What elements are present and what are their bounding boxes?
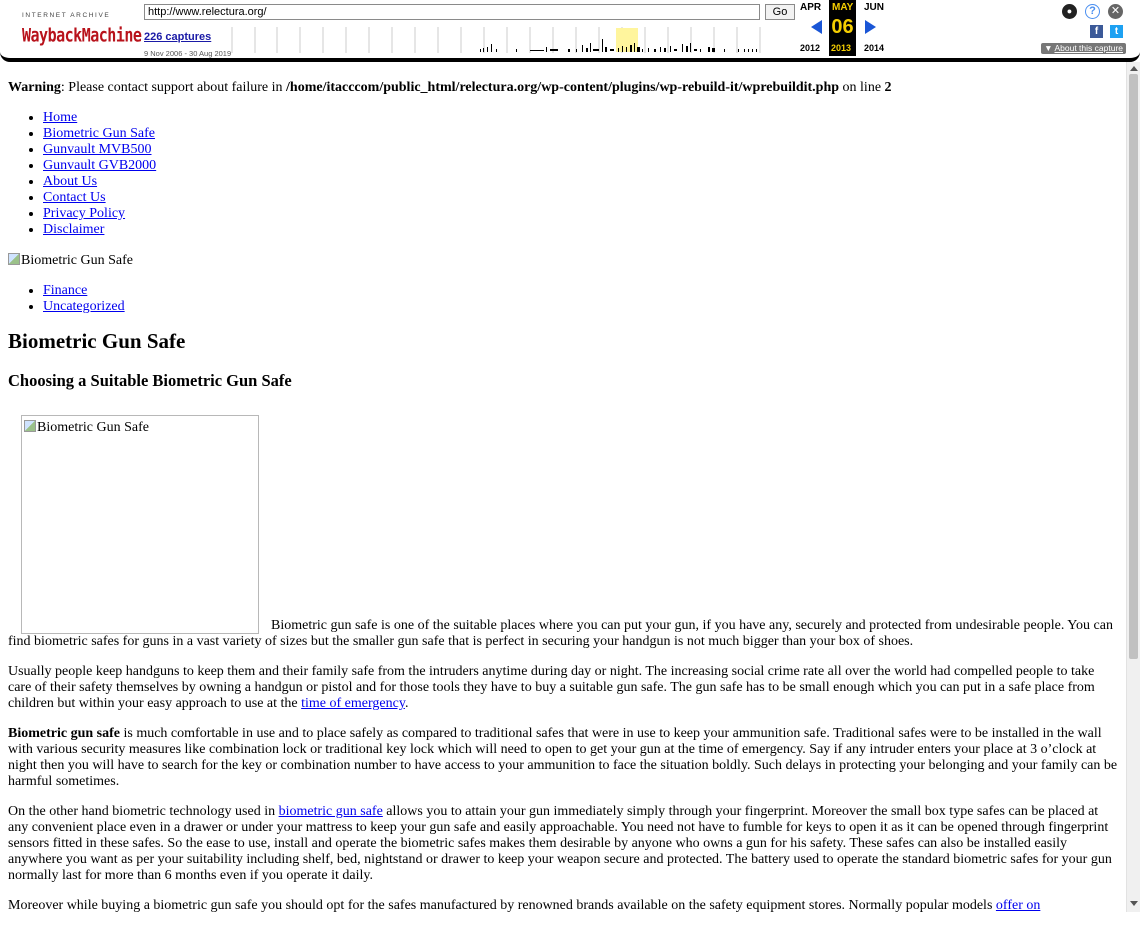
captures-date-range: 9 Nov 2006 - 30 Aug 2019 [144, 49, 232, 58]
post-image-alt: Biometric Gun Safe [37, 420, 149, 435]
nav-link[interactable]: Biometric Gun Safe [43, 126, 155, 141]
nav-item-disclaimer [43, 222, 1120, 238]
about-capture-label: About this capture [1054, 43, 1123, 53]
broken-image-icon [8, 253, 20, 265]
paragraph-text: Moreover while buying a biometric gun safe you should opt for the safes manufactured by renowned brands available on the safety equipment stores. Normally popular models [8, 898, 996, 913]
category-list [8, 283, 1120, 315]
logo-main-text: WaybackMachine [22, 23, 142, 47]
nav-link[interactable]: Gunvault GVB2000 [43, 158, 157, 173]
post-title: Choosing a Suitable Biometric Gun Safe [8, 371, 292, 390]
prev-capture-arrow-icon[interactable] [811, 20, 822, 34]
nav-link[interactable]: Disclaimer [43, 222, 105, 237]
user-icon[interactable]: ● [1062, 4, 1077, 19]
page-title: Biometric Gun Safe [8, 329, 186, 353]
capture-sparkline[interactable] [230, 25, 770, 53]
current-day: 06 [831, 16, 854, 38]
vertical-scrollbar[interactable] [1126, 62, 1140, 912]
twitter-icon[interactable]: t [1110, 25, 1123, 38]
close-icon[interactable]: ✕ [1108, 4, 1123, 19]
nav-item-contact-us [43, 190, 1120, 206]
next-month-link[interactable]: JUN [864, 2, 885, 13]
wayback-logo[interactable] [22, 8, 142, 47]
current-month-label: MAY [832, 2, 854, 13]
prev-month-link[interactable]: APR [800, 2, 822, 13]
paragraph-bold: Biometric gun safe [8, 726, 120, 741]
next-year-link[interactable]: 2014 [864, 43, 885, 53]
nav-link[interactable]: Privacy Policy [43, 206, 126, 221]
logo-top-text: INTERNET ARCHIVE [22, 12, 111, 19]
category-link[interactable]: Finance [43, 283, 88, 298]
nav-item-biometric-gun-safe [43, 126, 1120, 142]
category-link[interactable]: Uncategorized [43, 299, 125, 314]
captures-link[interactable]: 226 captures [144, 31, 212, 43]
post-paragraph-1 [8, 415, 1120, 650]
nav-item-privacy-policy [43, 206, 1120, 222]
nav-link[interactable]: Gunvault MVB500 [43, 142, 152, 157]
captures-info [144, 29, 231, 62]
scroll-up-arrow-icon[interactable] [1130, 66, 1138, 71]
biometric-gun-safe-link[interactable]: biometric gun safe [278, 804, 383, 819]
nav-link[interactable]: Home [43, 110, 78, 125]
post-paragraph-4 [8, 804, 1120, 884]
warning-line: 2 [884, 80, 892, 95]
header-image-broken[interactable] [8, 252, 1120, 269]
broken-image-icon [24, 420, 36, 432]
help-icon[interactable]: ? [1085, 4, 1100, 19]
post-paragraph-2 [8, 664, 1120, 712]
about-capture-button[interactable]: ▼ About this capture [1041, 43, 1126, 54]
calendar-nav [798, 0, 898, 56]
paragraph-text: Biometric gun safe is one of the suitable places where you can put your gun, if you have any, securely and protected from undesirable people. You can find biometric safes for guns in a vast variety of sizes but the smaller gun safe that is perfect in securing your handgun is not much bigger than your box of shoes. [8, 618, 1113, 649]
post-image-broken [21, 415, 259, 634]
nav-item-gunvault-gvb2000 [43, 158, 1120, 174]
prev-year-link[interactable]: 2012 [800, 43, 821, 53]
nav-item-gunvault-mvb500 [43, 142, 1120, 158]
current-year-label: 2013 [831, 43, 852, 53]
warning-label: Warning [8, 80, 61, 95]
scroll-down-arrow-icon[interactable] [1130, 901, 1138, 906]
paragraph-text: is much comfortable in use and to place safely as compared to traditional safes that were in use to keep your ammunition safe. Traditional safes were to be installed in the wall with various security measures like combination lock or traditional key lock which will need to open to get your gun at the time of emergency. Say if any intruder enters your place at 3 o’clock at night then you will have to search for the key or combination number to have access to your ammunition to face the situation boldly. Such delays in protecting your belonging and your family can be harmful sometimes. [8, 726, 1118, 789]
header-image-alt: Biometric Gun Safe [21, 253, 133, 268]
go-button[interactable]: Go [765, 4, 795, 20]
category-item-finance [43, 283, 1120, 299]
nav-item-home [43, 110, 1120, 126]
warning-text-mid: on line [839, 80, 885, 95]
next-capture-arrow-icon[interactable] [865, 20, 876, 34]
php-warning [8, 80, 1120, 96]
main-nav [8, 110, 1120, 238]
warning-text: : Please contact support about failure in [60, 80, 287, 95]
wayback-toolbar [0, 0, 1140, 62]
post-paragraph-3 [8, 726, 1120, 790]
paragraph-end: . [404, 696, 409, 711]
category-item-uncategorized [43, 299, 1120, 315]
facebook-icon[interactable]: f [1090, 25, 1103, 38]
paragraph-text: Usually people keep handguns to keep them and their family safe from the intruders anytime during day or night. The increasing social crime rate all over the world had compelled people to take care of their safety themselves by owning a handgun or pistol and for those tools they have to buy a suitable gun safe. The gun safe has to be small enough which you can put in a safe place from children but within your easy approach to use at the [8, 664, 1095, 711]
nav-item-about-us [43, 174, 1120, 190]
social-links [1084, 25, 1124, 39]
nav-link[interactable]: Contact Us [43, 190, 106, 205]
offer-on-link[interactable]: offer on [995, 898, 1041, 913]
time-of-emergency-link[interactable]: time of emergency [301, 696, 405, 711]
toolbar-icons [1054, 4, 1124, 20]
scroll-thumb[interactable] [1129, 74, 1138, 659]
url-input[interactable]: http://www.relectura.org/ [144, 4, 760, 20]
nav-link[interactable]: About Us [43, 174, 98, 189]
page-content [8, 80, 1120, 928]
warning-path: /home/itacccom/public_html/relectura.org/wp-content/plugins/wp-rebuild-it/wprebuildit.php [286, 80, 840, 95]
paragraph-text: On the other hand biometric technology used in [8, 804, 279, 819]
paragraph-text: allows you to attain your gun immediately simply through your fingerprint. Moreover the small box type safes can be placed at any convenient place even in a drawer or under your mattress to keep your gun safe and easily approachable. You need not have to fumble for keys to open it as it can be opened through fingerprint sensors fitted in these safes. So the ease to use, install and operate the biometric safes makes them desirable by anyone who owns a gun for his safety. These safes can also be installed easily anywhere you want as per your suitability including shelf, bed, nightstand or drawer to keep your weapon secure and protected. The battery used to operate the standard biometric safes for your gun normally last for more than 6 months even if you operate it daily. [8, 804, 1112, 883]
